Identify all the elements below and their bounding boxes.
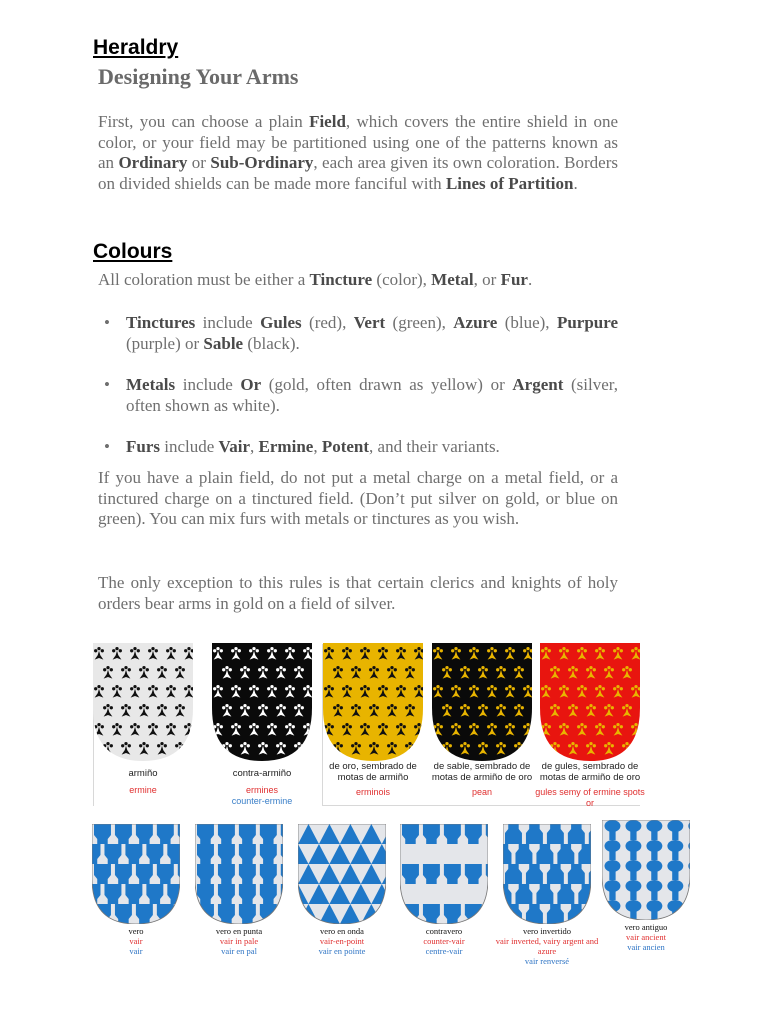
caption-es: vero xyxy=(128,926,144,936)
caption-es: de gules, sembrado de motas de armiño de oro xyxy=(539,761,641,783)
caption-en: vair inverted, vairy argent and azure xyxy=(495,936,599,956)
ermine-caption xyxy=(206,768,318,807)
caption-fr: counter-ermine xyxy=(231,796,293,806)
caption-fr: vair en pal xyxy=(221,946,257,956)
ermine-caption xyxy=(426,761,538,798)
bullet-furs: • Furs include Vair, Ermine, Potent, and their variants. xyxy=(98,436,618,457)
caption-fr: vair en pointe xyxy=(318,946,366,956)
ermine-shield xyxy=(212,643,312,761)
caption-en: vair ancient xyxy=(626,932,666,942)
caption-es: vero antiguo xyxy=(624,922,668,932)
bullet-metals: • Metals include Or (gold, often drawn as yellow) or Argent (silver, often shown as white). xyxy=(98,374,618,416)
intro-paragraph: First, you can choose a plain Field, which covers the entire shield in one color, or your field may be partitioned using one of the patterns known as an Ordinary or Sub-Ordinary, each area given its own coloration. Borders on divided shields can be made more fanciful with Lines of Partition. xyxy=(98,112,618,193)
vair-caption xyxy=(388,926,500,956)
caption-en: erminois xyxy=(355,787,390,797)
ermine-caption xyxy=(87,768,199,796)
caption-en: gules semy of ermine spots or xyxy=(535,787,645,808)
vair-shield xyxy=(503,824,591,924)
caption-en: vair-en-point xyxy=(319,936,365,946)
ermine-caption xyxy=(317,761,429,798)
vair-shield xyxy=(298,824,386,924)
caption-en: ermines xyxy=(245,785,278,795)
caption-es: de oro, sembrado de motas de armiño xyxy=(329,761,417,783)
colour-bullet-list xyxy=(98,312,618,457)
bullet-tinctures: • Tinctures include Gules (red), Vert (green), Azure (blue), Purpure (purple) or Sable (black). xyxy=(98,312,618,354)
vair-shield xyxy=(602,820,690,920)
caption-en: ermine xyxy=(129,785,157,795)
colours-intro: All coloration must be either a Tincture (color), Metal, or Fur. xyxy=(98,270,533,289)
vair-shield xyxy=(400,824,488,924)
ermine-shield xyxy=(432,643,532,761)
caption-es: vero invertido xyxy=(523,926,571,936)
exception-paragraph: The only exception to this rules is that certain clerics and knights of holy orders bear arms in gold on a field of silver. xyxy=(98,573,618,613)
vair-caption xyxy=(491,926,603,966)
vair-shield xyxy=(195,824,283,924)
caption-en: counter-vair xyxy=(423,936,465,946)
vair-caption xyxy=(183,926,295,956)
vair-caption xyxy=(286,926,398,956)
caption-es: de sable, sembrado de motas de armiño de oro xyxy=(431,761,533,783)
heading-heraldry: Heraldry xyxy=(93,36,179,59)
subtitle-designing-arms: Designing Your Arms xyxy=(98,64,299,89)
rule-paragraph: If you have a plain field, do not put a metal charge on a metal field, or a tinctured charge on a tinctured field. (Don’t put silver on gold, or blue on green). You can mix furs with metals or tinctures as you wish. xyxy=(98,468,618,528)
caption-es: vero en punta xyxy=(215,926,263,936)
caption-es: armiño xyxy=(128,768,158,779)
vair-caption xyxy=(80,926,192,956)
caption-en: vair in pale xyxy=(219,936,259,946)
caption-fr: vair xyxy=(129,946,143,956)
ermine-shield xyxy=(323,643,423,761)
caption-es: contravero xyxy=(425,926,463,936)
vair-caption xyxy=(590,922,702,952)
heading-colours: Colours xyxy=(93,240,173,263)
caption-fr: vair ancien xyxy=(627,942,665,952)
caption-fr: centre-vair xyxy=(425,946,463,956)
caption-fr: vair renversé xyxy=(524,956,570,966)
caption-es: vero en onda xyxy=(320,926,364,936)
vair-shield xyxy=(92,824,180,924)
ermine-shield xyxy=(540,643,640,761)
ermine-shield xyxy=(93,643,193,761)
ermine-caption xyxy=(534,761,646,809)
caption-en: pean xyxy=(471,787,493,797)
caption-en: vair xyxy=(129,936,143,946)
caption-es: contra-armiño xyxy=(232,768,292,779)
